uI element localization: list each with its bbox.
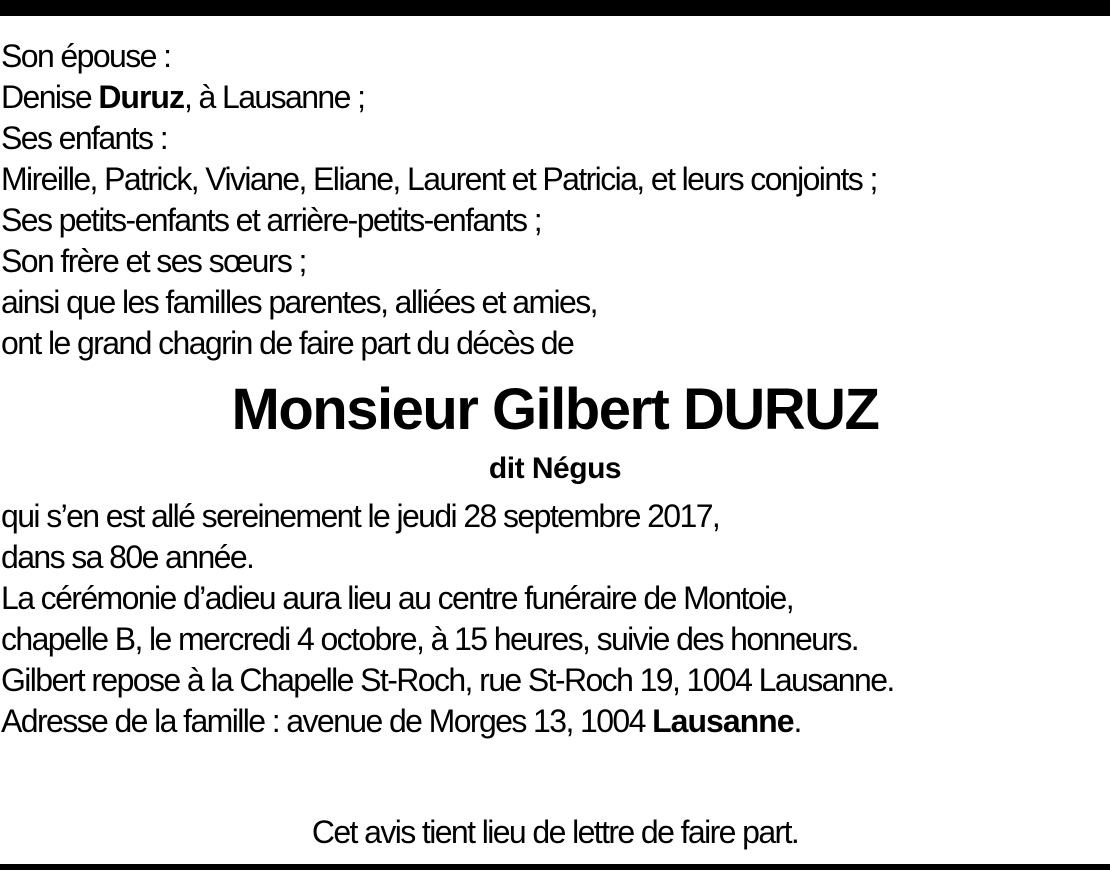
- spouse-line: [0, 77, 1110, 118]
- spouse-surname: Duruz: [98, 79, 184, 115]
- repose-line: Gilbert repose à la Chapelle St-Roch, rue St-Roch 19, 1004 Lausanne.: [1, 662, 894, 698]
- spouse-heading: Son épouse :: [1, 38, 171, 74]
- death-date-line: qui s’en est allé sereinement le jeudi 28 septembre 2017,: [1, 498, 720, 534]
- deceased-name-block: [0, 375, 1110, 493]
- ceremony-line: La cérémonie d’adieu aura lieu au centre funéraire de Montoie,: [1, 580, 794, 616]
- family-address-city: Lausanne: [652, 703, 794, 739]
- announcement-line: ont le grand chagrin de faire part du décès de: [1, 325, 574, 361]
- bottom-border-rule: [0, 864, 1110, 870]
- families-line: ainsi que les familles parentes, alliées et amies,: [1, 284, 597, 320]
- family-address-end: .: [793, 703, 801, 739]
- top-border-rule: [0, 0, 1110, 16]
- spouse-location: , à Lausanne ;: [183, 79, 365, 115]
- grandchildren-line: Ses petits-enfants et arrière-petits-enfants ;: [1, 202, 542, 238]
- spouse-first-name: Denise: [1, 79, 99, 115]
- children-heading: Ses enfants :: [1, 120, 167, 156]
- family-address-text: Adresse de la famille : avenue de Morges 13, 1004: [1, 703, 653, 739]
- deceased-nickname: dit Négus: [488, 452, 622, 485]
- deceased-name: Monsieur Gilbert DURUZ: [231, 377, 879, 442]
- closing-note: Cet avis tient lieu de lettre de faire part.: [311, 814, 799, 850]
- ceremony-details-line: chapelle B, le mercredi 4 octobre, à 15 heures, suivie des honneurs.: [1, 621, 859, 657]
- children-names: Mireille, Patrick, Viviane, Eliane, Laurent et Patricia, et leurs conjoints ;: [1, 161, 877, 197]
- siblings-line: Son frère et ses sœurs ;: [1, 243, 306, 279]
- death-notice: [0, 36, 1110, 742]
- family-address-line: [0, 701, 1110, 742]
- age-line: dans sa 80e année.: [1, 539, 254, 575]
